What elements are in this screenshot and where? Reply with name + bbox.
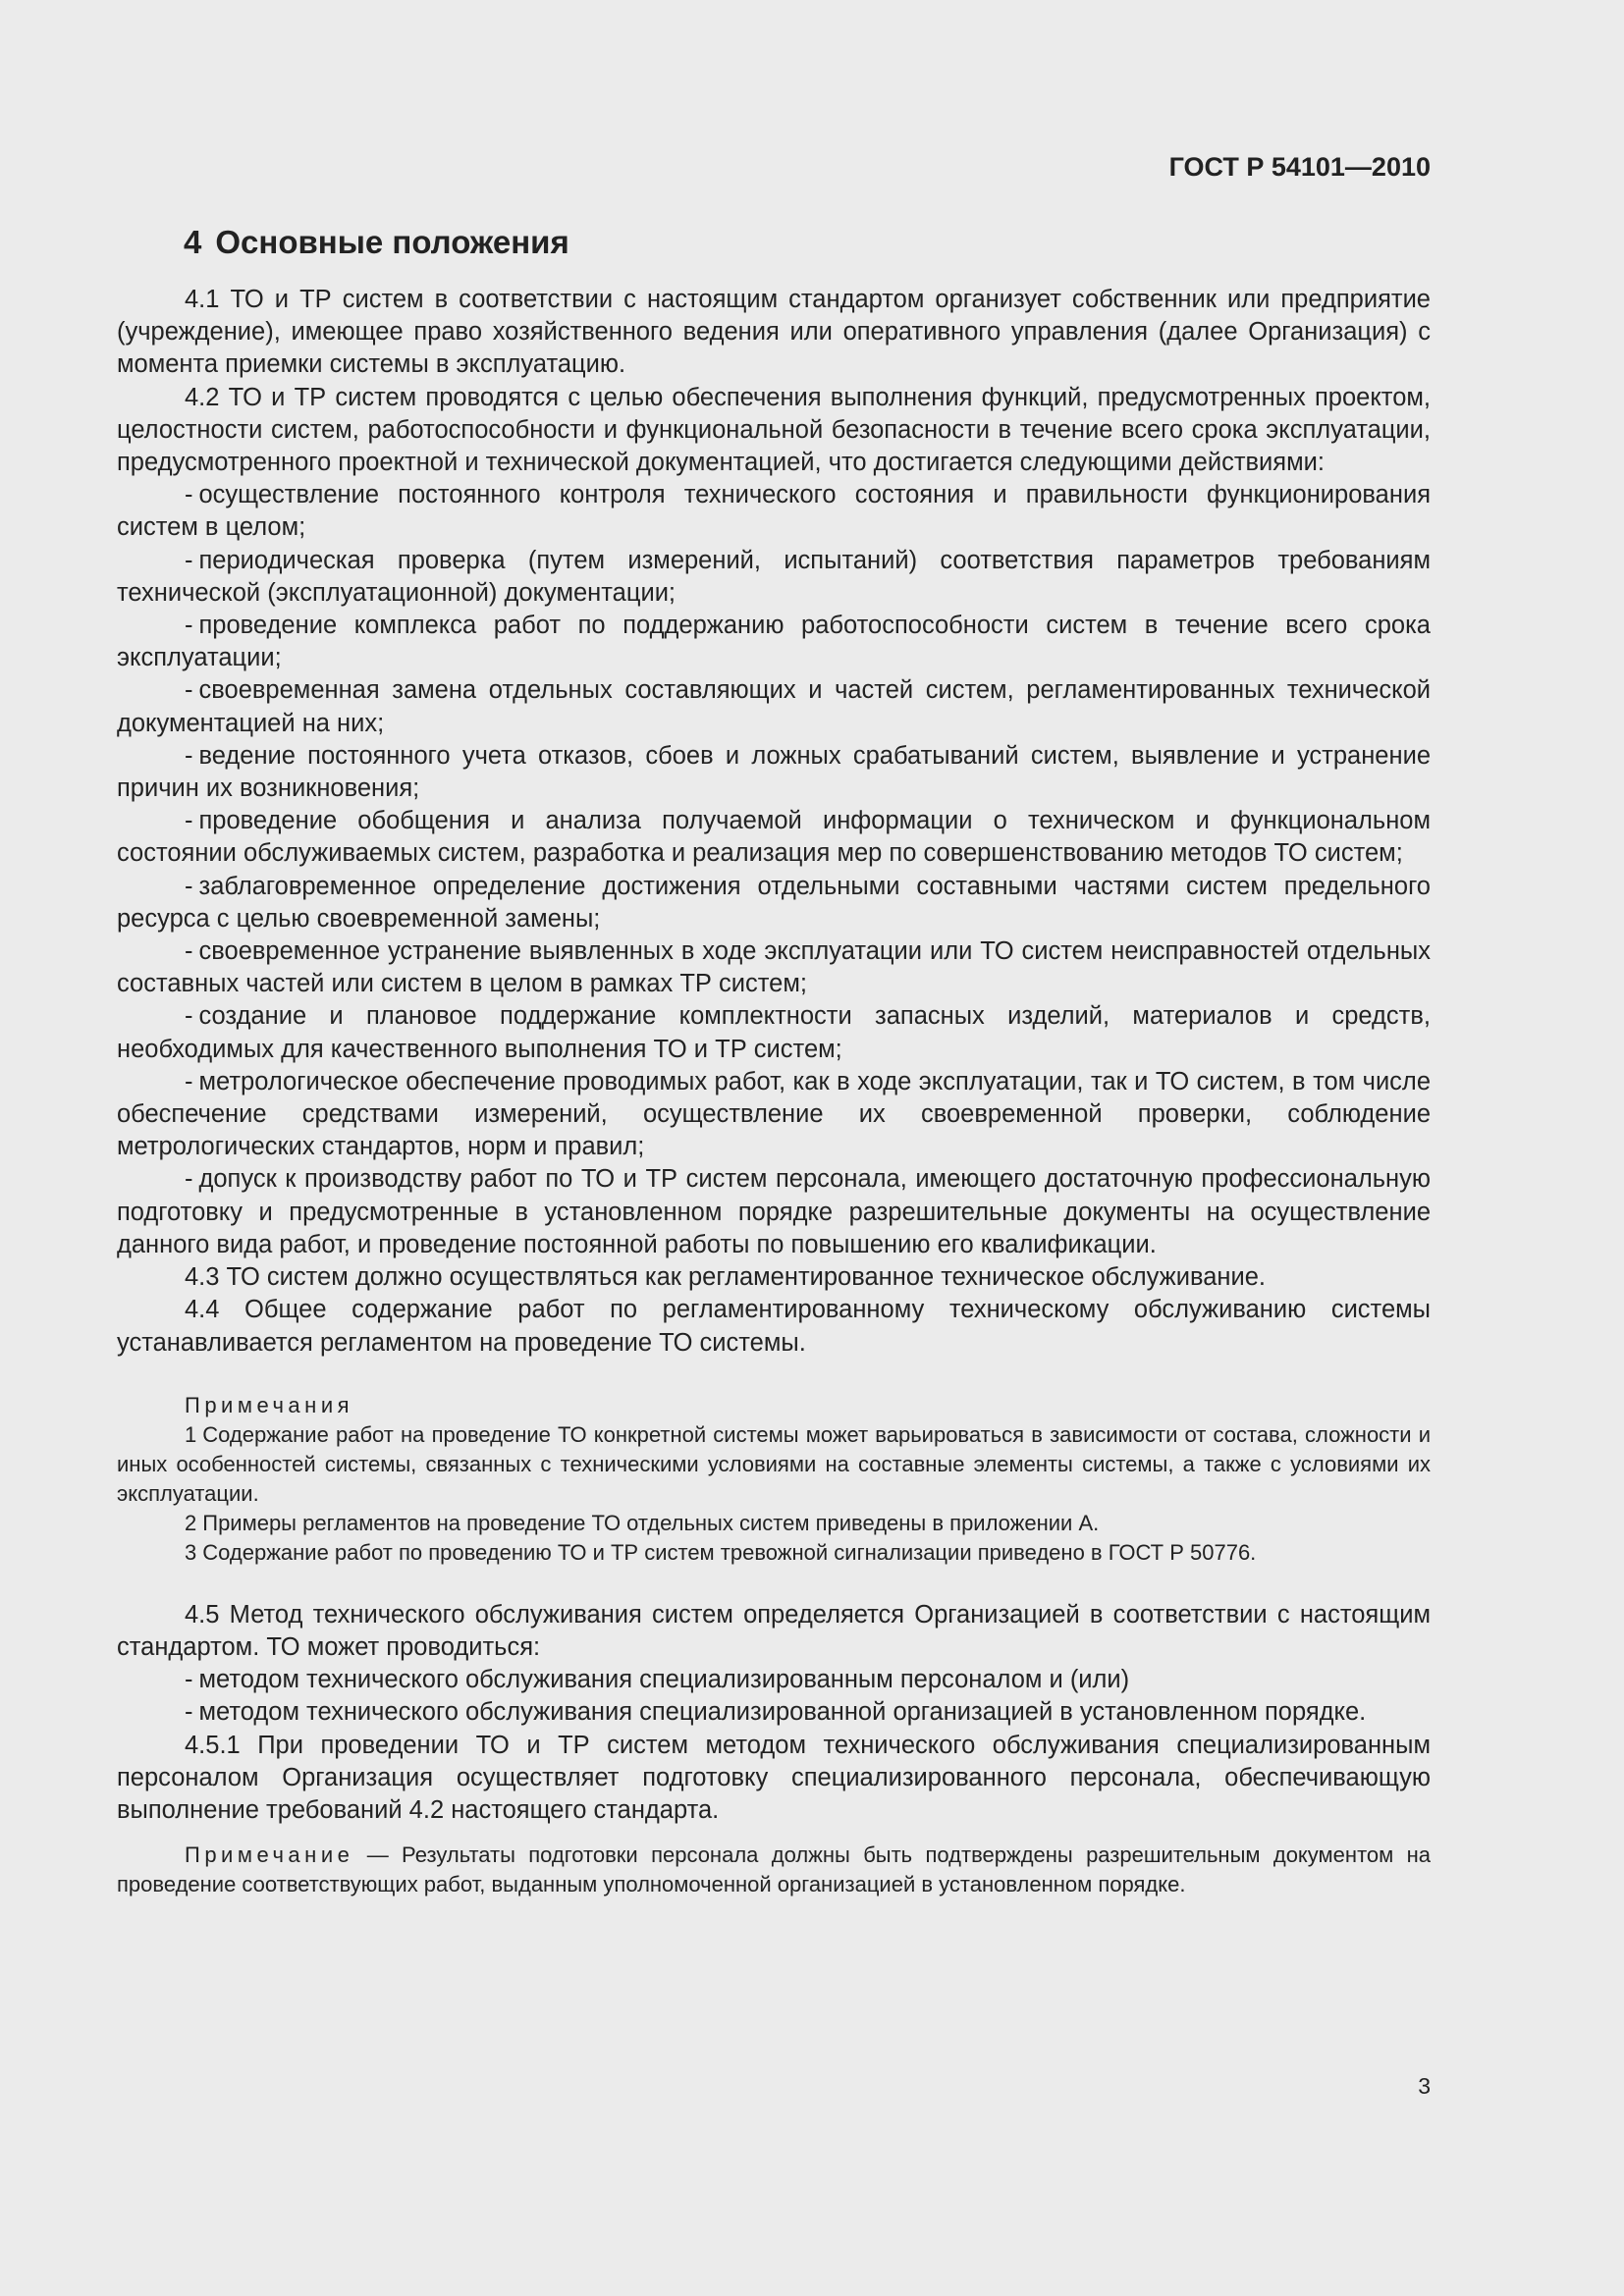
list-dash: - <box>185 1002 193 1031</box>
list-dash: - <box>185 1666 193 1694</box>
section-title <box>184 223 569 262</box>
final-note-text: — Результаты подготовки персонала должны быть подтверждены разрешительным документом на проведение соответствующих работ, выданным уполномоченной организацией в установленном порядке. <box>117 1842 1431 1897</box>
list-dash: - <box>185 1067 193 1095</box>
note-number: 2 <box>185 1510 197 1535</box>
section-title-text: Основные положения <box>215 224 569 260</box>
list-item-text: создание и плановое поддержание комплектности запасных изделий, материалов и средств, необходимых для качественного выполнения ТО и ТР систем; <box>117 1002 1431 1063</box>
final-note <box>117 1841 1431 1899</box>
paragraph-4-1: 4.1 ТО и ТР систем в соответствии с настоящим стандартом организует собственник или предприятие (учреждение), имеющее право хозяйственного ведения или оперативного управления (далее Организация) с момента приемки системы в эксплуатацию. <box>117 286 1431 379</box>
list-item <box>117 674 1431 739</box>
paragraph-4-5: 4.5 Метод технического обслуживания систем определяется Организацией в соответствии с настоящим стандартом. ТО может проводиться: <box>117 1600 1431 1661</box>
list-dash: - <box>185 937 193 966</box>
list-item <box>117 805 1431 870</box>
final-note-label: Примечание <box>185 1842 354 1868</box>
list-item <box>117 871 1431 935</box>
list-item-text: методом технического обслуживания специализированным персоналом и (или) <box>198 1666 1130 1694</box>
note-item <box>117 1538 1431 1568</box>
section-4-5 <box>117 1599 1431 1827</box>
list-item-text: осуществление постоянного контроля технического состояния и правильности функционирования систем в целом; <box>117 481 1431 542</box>
list-item-text: периодическая проверка (путем измерений, испытаний) соответствия параметров требованиям технической (эксплуатационной) документации; <box>117 546 1431 607</box>
list-item <box>117 740 1431 805</box>
list-item <box>117 1066 1431 1164</box>
note-item <box>117 1509 1431 1538</box>
note-item <box>117 1420 1431 1509</box>
list-item-text: своевременное устранение выявленных в ходе эксплуатации или ТО систем неисправностей отдельных составных частей или систем в целом в рамках ТР систем; <box>117 937 1431 998</box>
list-item <box>117 610 1431 674</box>
paragraph-4-2: 4.2 ТО и ТР систем проводятся с целью обеспечения выполнения функций, предусмотренных проектом, целостности систем, работоспособности и функциональной безопасности в течение всего срока эксплуатации, предусмотренного проектной и технической документацией, что достигается следующими действиями: <box>117 383 1431 477</box>
paragraph-4-5-1: 4.5.1 При проведении ТО и ТР систем методом технического обслуживания специализированным персоналом Организация осуществляет подготовку специализированного персонала, обеспечивающую выполнение требований 4.2 настоящего стандарта. <box>117 1731 1431 1824</box>
page-number: 3 <box>1418 2073 1431 2099</box>
list-item <box>117 1000 1431 1065</box>
list-dash: - <box>185 872 193 900</box>
document-body <box>117 284 1431 1899</box>
notes-heading: Примечания <box>185 1392 354 1417</box>
list-item-text: ведение постоянного учета отказов, сбоев и ложных срабатываний систем, выявление и устранение причин их возникновения; <box>117 741 1431 803</box>
list-item-text: допуск к производству работ по ТО и ТР систем персонала, имеющего достаточную профессиональную подготовку и предусмотренные в установленном порядке разрешительные документы на осуществление данного вида работ, и проведение постоянной работы по повышению его квалификации. <box>117 1165 1431 1258</box>
note-text: Содержание работ на проведение ТО конкретной системы может варьироваться в зависимости от состава, сложности и иных особенностей системы, связанных с техническими условиями на составные элементы системы, а также с условиями их эксплуатации. <box>117 1421 1431 1506</box>
list-item <box>117 479 1431 544</box>
paragraph-4-4: 4.4 Общее содержание работ по регламентированному техническому обслуживанию системы устанавливается регламентом на проведение ТО системы. <box>117 1296 1431 1357</box>
note-text: Содержание работ по проведению ТО и ТР систем тревожной сигнализации приведено в ГОСТ Р 50776. <box>202 1539 1257 1565</box>
list-dash: - <box>185 1165 193 1194</box>
list-dash: - <box>185 741 193 770</box>
list-dash: - <box>185 612 193 640</box>
section-number: 4 <box>184 224 202 260</box>
list-item-text: заблаговременное определение достижения отдельными составными частями систем предельного ресурса с целью своевременной замены; <box>117 872 1431 933</box>
list-dash: - <box>185 676 193 705</box>
list-item <box>117 1696 1431 1729</box>
list-item-text: методом технического обслуживания специализированной организацией в установленном порядке. <box>198 1698 1367 1727</box>
list-item <box>117 935 1431 1000</box>
document-page <box>117 0 1431 2296</box>
list-item <box>117 1163 1431 1261</box>
list-dash: - <box>185 807 193 835</box>
note-text: Примеры регламентов на проведение ТО отдельных систем приведены в приложении А. <box>202 1510 1100 1535</box>
notes-block <box>117 1391 1431 1568</box>
paragraph-4-3: 4.3 ТО систем должно осуществляться как регламентированное техническое обслуживание. <box>185 1263 1266 1292</box>
note-number: 3 <box>185 1539 197 1565</box>
list-item <box>117 1664 1431 1696</box>
note-number: 1 <box>185 1421 197 1447</box>
list-dash: - <box>185 1698 193 1727</box>
list-dash: - <box>185 481 193 509</box>
list-item <box>117 545 1431 610</box>
list-dash: - <box>185 546 193 574</box>
list-item-text: метрологическое обеспечение проводимых работ, как в ходе эксплуатации, так и ТО систем, в том числе обеспечение средствами измерений, осуществление их своевременной проверки, соблюдение метрологических стандартов, норм и правил; <box>117 1067 1431 1161</box>
document-code: ГОСТ Р 54101—2010 <box>1168 152 1431 182</box>
list-item-text: своевременная замена отдельных составляющих и частей систем, регламентированных технической документацией на них; <box>117 676 1431 737</box>
list-item-text: проведение обобщения и анализа получаемой информации о техническом и функциональном состоянии обслуживаемых систем, разработка и реализация мер по совершенствованию методов ТО систем; <box>117 807 1431 868</box>
list-item-text: проведение комплекса работ по поддержанию работоспособности систем в течение всего срока эксплуатации; <box>117 612 1431 672</box>
